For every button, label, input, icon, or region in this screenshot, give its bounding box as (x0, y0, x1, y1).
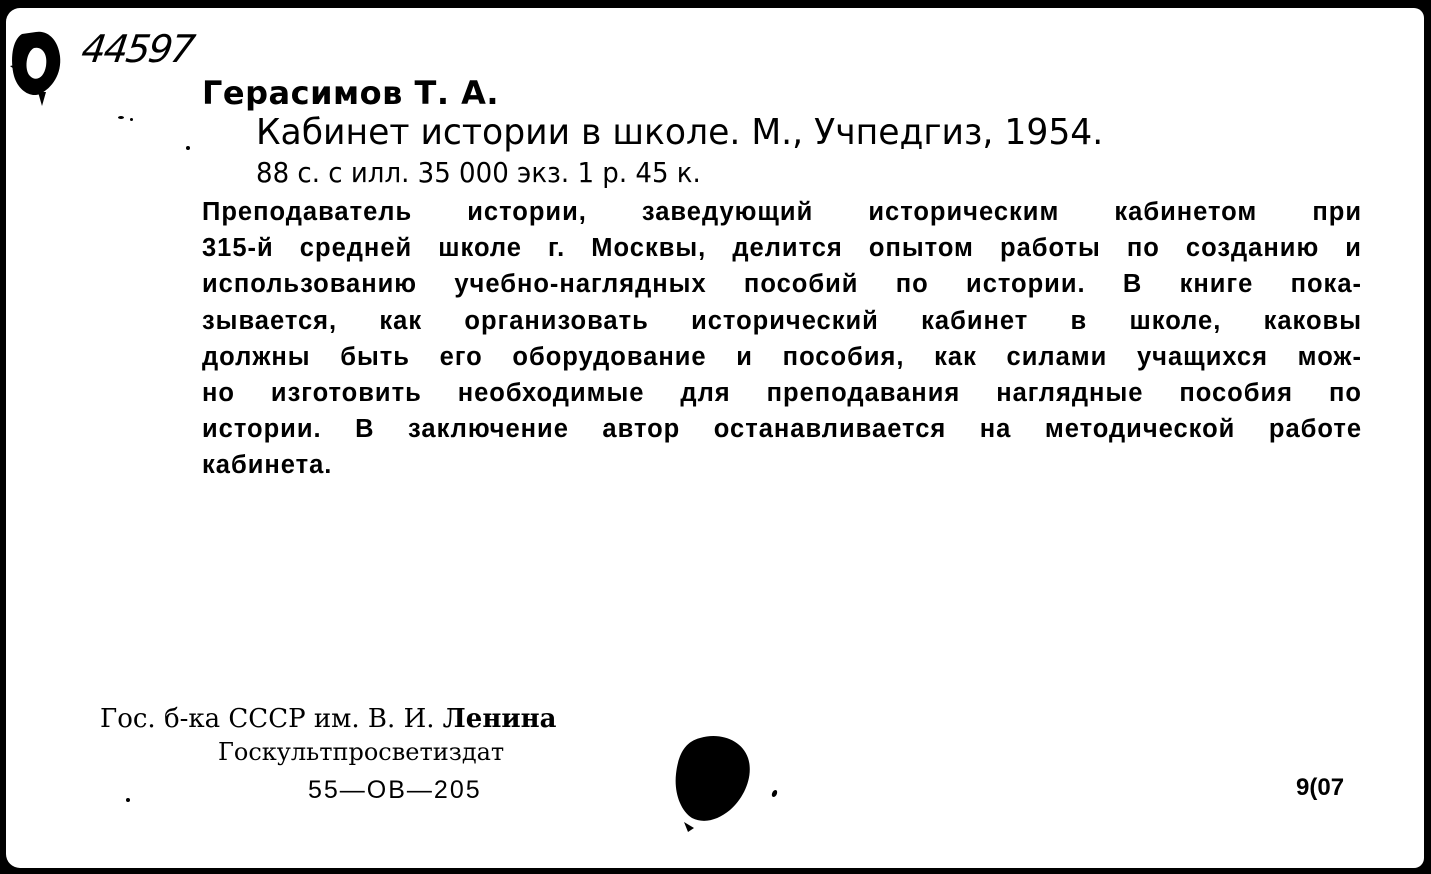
annotation-line: зывается, как организовать исторический кабинет в школе, каковы (202, 306, 1362, 335)
book-title: Кабинет истории в школе. М., Учпедгиз, 1954. (256, 112, 1104, 153)
speck-mark (126, 798, 130, 802)
annotation-line: Преподаватель истории, заведующий историческим кабинетом при (202, 198, 1362, 226)
speck-mark (118, 116, 124, 119)
catalog-card (6, 8, 1424, 868)
author-name: Герасимов Т. А. (202, 74, 500, 112)
annotation-line: 315-й средней школе г. Москвы, делится опытом работы по созданию и (202, 234, 1362, 263)
speck-mark (186, 146, 190, 150)
book-details: 88 с. с илл. 35 000 экз. 1 р. 45 к. (256, 156, 701, 189)
library-prefix: Гос. б-ка СССР им. В. И. (100, 704, 443, 734)
annotation-line: должны быть его оборудование и пособия, как силами учащихся мож- (202, 342, 1362, 371)
annotation-text (202, 194, 1362, 484)
library-imprint (100, 704, 557, 734)
annotation-line: но изготовить необходимые для преподавания наглядные пособия по (202, 379, 1362, 408)
speck-mark (771, 790, 778, 797)
stamp-mark-icon (8, 26, 68, 106)
annotation-line: истории. В заключение автор останавливается на методической работе (202, 415, 1362, 444)
punch-hole-blot-icon (670, 732, 754, 832)
speck-mark (130, 118, 133, 121)
annotation-line: кабинета. (202, 451, 333, 480)
inventory-number: 44597 (78, 27, 196, 71)
publisher-name: Госкультпросветиздат (218, 738, 505, 766)
order-number: 55—ОВ—205 (308, 776, 482, 804)
library-name: Ленина (442, 704, 557, 734)
annotation-line: использованию учебно-наглядных пособий по истории. В книге пока- (202, 270, 1362, 299)
classification-mark: 9(07 (1296, 774, 1345, 801)
